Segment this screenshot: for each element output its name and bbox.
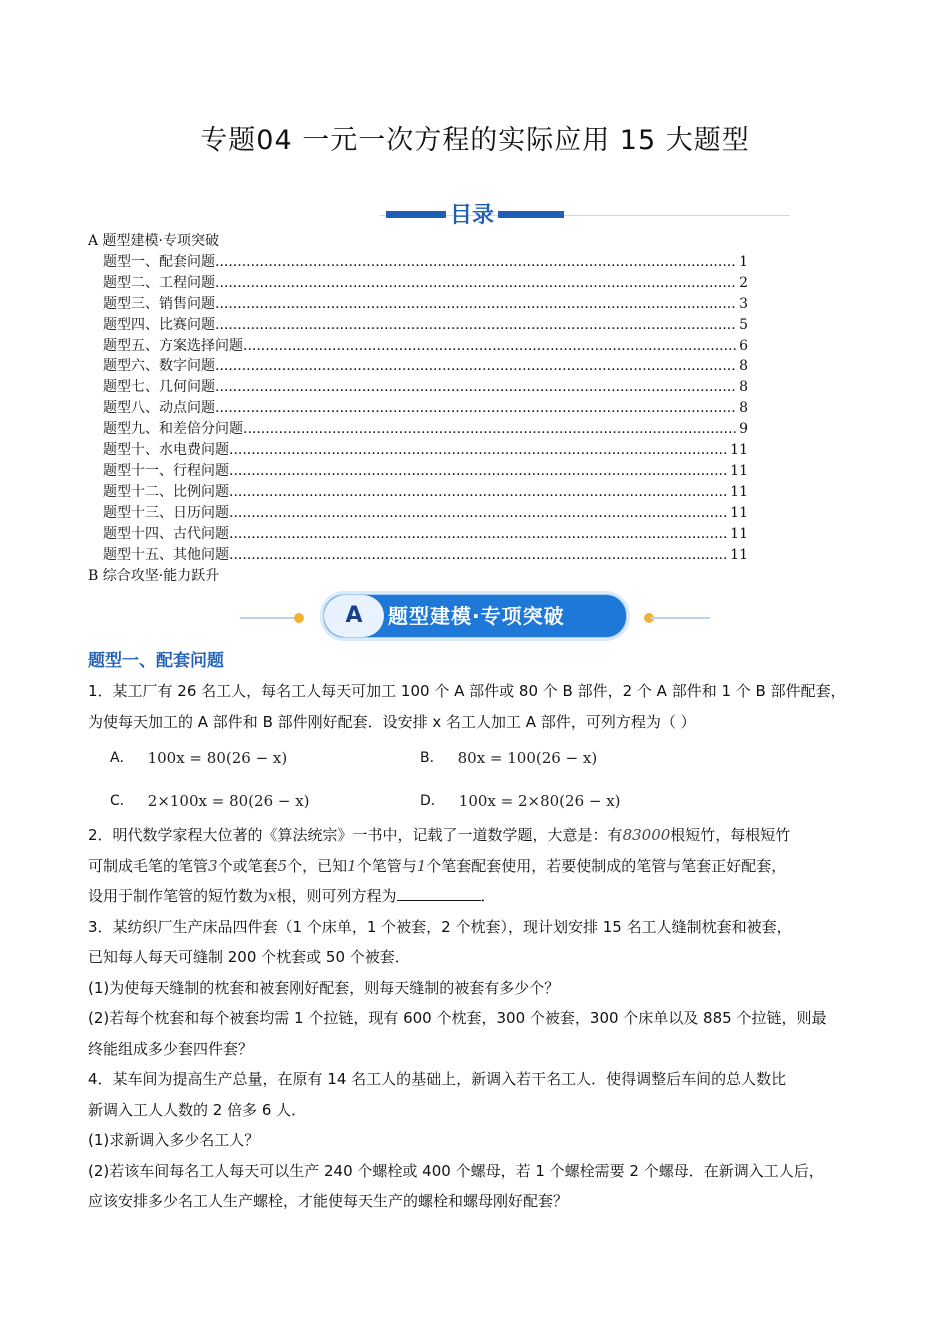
toc-item-page: 5 <box>739 316 748 333</box>
q3-sub2b: 终能组成多少套四件套？ <box>88 1039 254 1058</box>
option-label: C． <box>110 792 134 809</box>
option-expr: 2×100x = 80(26 − x) <box>147 791 310 810</box>
q4-sub2b: 应该安排多少名工人生产螺栓，才能使每天生产的螺栓和螺母刚好配套？ <box>88 1192 569 1210</box>
toc-item[interactable] <box>88 377 748 398</box>
toc-item-page: 2 <box>739 274 748 291</box>
option-label: B． <box>420 750 444 766</box>
toc-item-page: 11 <box>730 504 748 521</box>
q4-sub1: (1)求新调入多少名工人？ <box>88 1131 260 1149</box>
toc-leader-dots <box>215 273 737 294</box>
toc-item[interactable] <box>88 545 748 566</box>
toc-part-b[interactable]: B 综合攻坚·能力跃升 <box>88 567 220 584</box>
toc-item[interactable] <box>88 503 748 524</box>
text: 设用于制作笔管的短竹数为 <box>88 887 269 905</box>
text: 2．明代数学家程大位著的《算法统宗》一书中，记载了一道数学题，大意是：有 <box>88 826 623 844</box>
section-title: 题型建模·专项突破 <box>388 604 565 628</box>
banner-dot-left <box>294 613 304 623</box>
toc-item-page: 11 <box>730 462 748 479</box>
toc-leader-dots <box>229 503 728 524</box>
toc-item[interactable] <box>88 294 748 315</box>
toc-item-page: 9 <box>739 421 748 438</box>
page-title: 专题04 一元一次方程的实际应用 15 大题型 <box>200 125 750 156</box>
q1-options <box>88 743 870 816</box>
toc-item[interactable] <box>88 273 748 294</box>
toc-item-page: 8 <box>739 379 748 396</box>
math-number: 5 <box>277 856 288 875</box>
toc-item-label: 题型九、和差倍分问题 <box>103 421 243 438</box>
option-a[interactable] <box>110 743 420 774</box>
toc-item-page: 11 <box>730 525 748 542</box>
toc-leader-dots <box>215 377 737 398</box>
q3-line1: 3．某纺织厂生产床品四件套（1 个床单，1 个被套，2 个枕套），现计划安排 15 名工人缝制枕套和被套， <box>88 917 792 936</box>
option-label: D． <box>420 792 445 809</box>
toc-part-a[interactable]: A 题型建模·专项突破 <box>88 233 220 249</box>
option-expr: 100x = 80(26 − x) <box>147 749 288 767</box>
toc-item-page: 3 <box>739 295 748 312</box>
toc-item-page: 1 <box>739 253 748 270</box>
option-expr: 100x = 2×80(26 − x) <box>458 791 621 810</box>
section-letter: A <box>324 595 384 637</box>
q3-sub2a: (2)若每个枕套和每个被套均需 1 个拉链，现有 600 个枕套，300 个被套，300 个床单以及 885 个拉链，则最 <box>88 1009 827 1027</box>
q4-line2: 新调入工人人数的 2 倍多 6 人． <box>88 1100 307 1119</box>
text: 个或笔套 <box>217 856 278 875</box>
text: 可制成毛笔的笔管 <box>88 856 209 875</box>
toc-item-label: 题型十、水电费问题 <box>103 442 229 459</box>
math-number: 83000 <box>622 826 671 844</box>
option-c[interactable] <box>110 786 420 817</box>
text: 个，已知 <box>287 856 348 875</box>
q2-line1 <box>88 820 870 851</box>
toc-item-label: 题型一、配套问题 <box>103 253 215 270</box>
toc-item[interactable] <box>88 315 748 336</box>
section-banner <box>240 592 710 640</box>
toc-item-label: 题型十三、日历问题 <box>103 504 229 521</box>
toc-item[interactable] <box>88 440 748 461</box>
table-of-contents <box>88 231 748 586</box>
toc-leader-dots <box>215 315 737 336</box>
text: 根短竹，每根短竹 <box>670 826 791 844</box>
toc-leader-dots <box>229 524 728 545</box>
toc-item[interactable] <box>88 419 748 440</box>
toc-item[interactable] <box>88 524 748 545</box>
toc-leader-dots <box>229 461 728 482</box>
option-expr: 80x = 100(26 − x) <box>457 749 598 767</box>
toc-leader-dots <box>243 336 737 357</box>
toc-item-label: 题型三、销售问题 <box>103 295 215 312</box>
answer-blank[interactable] <box>397 886 481 901</box>
toc-item[interactable] <box>88 461 748 482</box>
toc-banner <box>380 198 790 230</box>
section-pill <box>323 594 627 638</box>
toc-item[interactable] <box>88 398 748 419</box>
toc-item-list <box>88 252 748 566</box>
toc-item-label: 题型五、方案选择问题 <box>103 337 243 354</box>
toc-item[interactable] <box>88 482 748 503</box>
math-number: 1 <box>416 856 427 875</box>
toc-item-label: 题型六、数字问题 <box>103 358 215 375</box>
banner-line-left <box>240 617 300 619</box>
toc-leader-dots <box>215 398 737 419</box>
q4-line1: 4．某车间为提高生产总量，在原有 14 名工人的基础上，新调入若干名工人．使得调整后车间的总人数比 <box>88 1070 787 1088</box>
toc-leader-dots <box>243 419 737 440</box>
toc-bar-right <box>498 211 564 218</box>
q1-line2: 为使每天加工的 A 部件和 B 部件刚好配套．设安排 x 名工人加工 A 部件，可列方程为（ ） <box>88 712 696 731</box>
toc-item-page: 8 <box>739 400 748 417</box>
math-number: 3 <box>208 856 218 875</box>
math-number: 1 <box>347 856 357 875</box>
toc-item-label: 题型十四、古代问题 <box>103 525 229 542</box>
option-d[interactable] <box>420 786 760 817</box>
option-label: A． <box>110 750 134 766</box>
question-type-heading: 题型一、配套问题 <box>88 651 224 671</box>
math-variable: x <box>268 887 277 905</box>
toc-item-label: 题型十二、比例问题 <box>103 483 229 500</box>
toc-item-page: 6 <box>739 337 748 354</box>
toc-item-page: 11 <box>730 483 748 500</box>
questions <box>88 676 870 1217</box>
q2-line2 <box>88 851 870 882</box>
toc-bar-left <box>386 211 446 218</box>
toc-item-page: 8 <box>739 358 748 375</box>
q4-sub2a: (2)若该车间每名工人每天可以生产 240 个螺栓或 400 个螺母，若 1 个螺栓需要 2 个螺母．在新调入工人后， <box>88 1161 824 1180</box>
toc-leader-dots <box>215 294 737 315</box>
q1-line1: 1．某工厂有 26 名工人，每名工人每天可加工 100 个 A 部件或 80 个 B 部件，2 个 A 部件和 1 个 B 部件配套， <box>88 682 846 700</box>
toc-leader-dots <box>229 440 728 461</box>
toc-item-label: 题型十一、行程问题 <box>103 462 229 479</box>
text: 个笔管与 <box>356 856 417 875</box>
toc-item[interactable] <box>88 336 748 357</box>
toc-item-label: 题型十五、其他问题 <box>103 546 229 563</box>
text: 个笔套配套使用，若要使制成的笔管与笔套正好配套， <box>426 856 787 875</box>
text: ． <box>480 887 496 905</box>
toc-item-label: 题型七、几何问题 <box>103 379 215 396</box>
toc-leader-dots <box>215 356 737 377</box>
q2-line3 <box>88 881 870 912</box>
toc-leader-dots <box>229 545 728 566</box>
toc-item-page: 11 <box>730 546 748 563</box>
option-b[interactable] <box>420 743 760 774</box>
banner-line-right <box>650 617 710 619</box>
toc-item-label: 题型八、动点问题 <box>103 400 215 417</box>
toc-leader-dots <box>229 482 728 503</box>
toc-item-label: 题型二、工程问题 <box>103 274 215 291</box>
toc-heading: 目录 <box>450 203 495 228</box>
toc-item-label: 题型四、比赛问题 <box>103 316 215 333</box>
q3-line2: 已知每人每天可缝制 200 个枕套或 50 个被套． <box>88 948 410 966</box>
q3-sub1: (1)为使每天缝制的枕套和被套刚好配套，则每天缝制的被套有多少个？ <box>88 978 560 997</box>
text: 根，则可列方程为 <box>276 887 397 905</box>
toc-item[interactable] <box>88 356 748 377</box>
toc-item[interactable] <box>88 252 748 273</box>
toc-leader-dots <box>215 252 737 273</box>
toc-item-page: 11 <box>730 442 748 459</box>
